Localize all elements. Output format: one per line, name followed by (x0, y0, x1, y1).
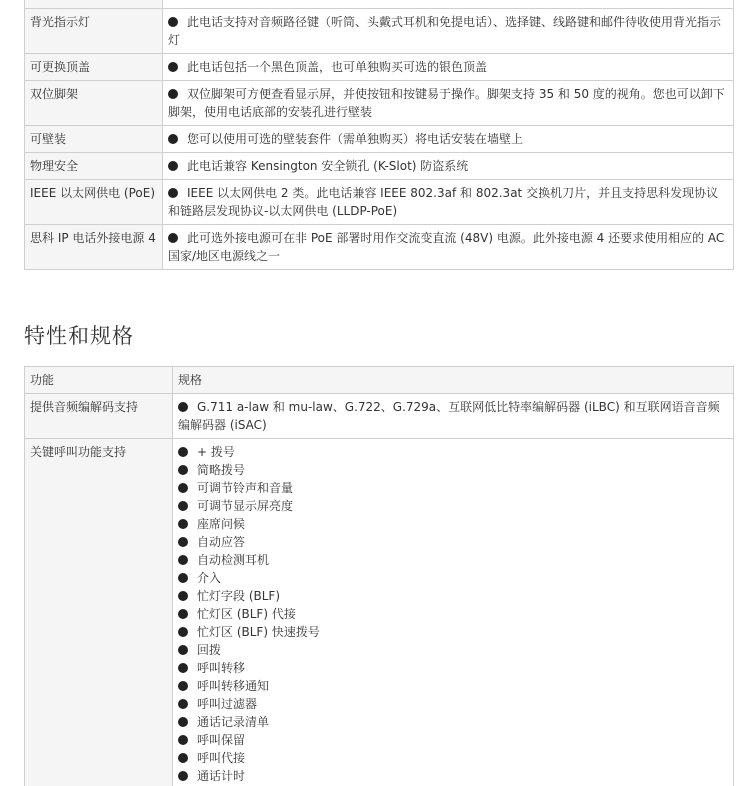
bullet-icon (168, 188, 178, 198)
bullet-icon (178, 699, 188, 709)
list-item-text: 座席问候 (197, 517, 246, 531)
list-item-text: 通话记录清单 (197, 715, 270, 729)
table-row (25, 439, 734, 786)
bullet-icon (178, 663, 188, 673)
list-item (178, 677, 728, 695)
bullet-icon (178, 483, 188, 493)
call-features-list (178, 443, 728, 785)
bullet-icon (168, 62, 178, 72)
bullet-icon (178, 681, 188, 691)
table-row (25, 394, 734, 439)
bullet-icon (178, 753, 188, 763)
table-row (25, 9, 734, 54)
bullet-icon (178, 627, 188, 637)
feature-name-cell: 可壁装 (25, 126, 163, 153)
bullet-icon (178, 573, 188, 583)
feature-desc-cell (163, 9, 734, 54)
list-item (178, 587, 728, 605)
list-item-text: 自动应答 (197, 535, 246, 549)
bullet-icon (178, 537, 188, 547)
list-item-text: 呼叫转移 (197, 661, 246, 675)
table-row (25, 81, 734, 126)
spec-desc-text: G.711 a-law 和 mu-law、G.722、G.729a、互联网低比特率编解码器 (iLBC) 和互联网语音音频编解码器 (iSAC) (178, 400, 720, 432)
header-feature-cell: 功能 (25, 367, 173, 394)
feature-desc-cell (163, 0, 734, 9)
list-item (178, 515, 728, 533)
feature-desc-cell (163, 126, 734, 153)
list-item-text: + 拨号 (197, 445, 235, 459)
spec-name-cell: 关键呼叫功能支持 (25, 439, 173, 786)
feature-desc-cell (163, 225, 734, 270)
table-header-row (25, 367, 734, 394)
feature-name-cell (25, 0, 163, 9)
list-item (178, 731, 728, 749)
header-spec-cell: 规格 (173, 367, 734, 394)
bullet-icon (178, 501, 188, 511)
list-item (178, 623, 728, 641)
list-item (178, 497, 728, 515)
bullet-icon (168, 134, 178, 144)
table-row (25, 54, 734, 81)
list-item-text: 简略拨号 (197, 463, 246, 477)
bullet-icon (168, 233, 178, 243)
spec-desc-cell (173, 439, 734, 786)
bullet-icon (178, 771, 188, 781)
feature-desc-text: 此电话兼容 Kensington 安全锁孔 (K-Slot) 防盗系统 (187, 159, 469, 173)
list-item-text: 呼叫转移通知 (197, 679, 270, 693)
list-item (178, 533, 728, 551)
bullet-icon (178, 465, 188, 475)
table-row (25, 126, 734, 153)
bullet-icon (178, 447, 188, 457)
list-item-text: 忙灯区 (BLF) 快速拨号 (197, 625, 320, 639)
list-item (178, 569, 728, 587)
list-item (178, 641, 728, 659)
list-item-text: 呼叫保留 (197, 733, 246, 747)
list-item-text: 忙灯字段 (BLF) (197, 589, 280, 603)
bullet-icon (178, 402, 188, 412)
list-item-text: 回拨 (197, 643, 222, 657)
feature-desc-text: 此电话包括一个黑色顶盖，也可单独购买可选的银色顶盖 (187, 60, 488, 74)
feature-desc-text: 此可选外接电源可在非 PoE 部署时用作交流变直流 (48V) 电源。此外接电源 4 还要求使用相应的 AC 国家/地区电源线之一 (168, 231, 725, 263)
feature-name-cell: IEEE 以太网供电 (PoE) (25, 180, 163, 225)
feature-desc-text: IEEE 以太网供电 2 类。此电话兼容 IEEE 802.3af 和 802.3at 交换机刀片，并且支持思科发现协议和链路层发现协议-以太网供电 (LLDP-PoE) (168, 186, 719, 218)
list-item (178, 767, 728, 785)
list-item (178, 605, 728, 623)
list-item (178, 659, 728, 677)
list-item-text: 可调节铃声和音量 (197, 481, 294, 495)
specs-table (24, 366, 734, 786)
list-item (178, 551, 728, 569)
feature-desc-cell (163, 54, 734, 81)
feature-desc-text: 您可以使用可选的壁装套件（需单独购买）将电话安装在墙壁上 (187, 132, 524, 146)
bullet-icon (168, 89, 178, 99)
feature-name-cell: 思科 IP 电话外接电源 4 (25, 225, 163, 270)
feature-desc-text: 此电话支持对音频路径键（听筒、头戴式耳机和免提电话）、选择键、线路键和邮件待收使用背光指示灯 (168, 15, 722, 47)
feature-desc-cell (163, 180, 734, 225)
feature-desc-cell (163, 153, 734, 180)
list-item-text: 介入 (197, 571, 222, 585)
feature-desc-text: 双位脚架可方便查看显示屏，并使按钮和按键易于操作。脚架支持 35 和 50 度的视角。您也可以卸下脚架，使用电话底部的安装孔进行壁装 (168, 87, 725, 119)
list-item-text: 通话计时 (197, 769, 246, 783)
list-item (178, 479, 728, 497)
table-row (25, 153, 734, 180)
bullet-icon (168, 17, 178, 27)
list-item-text: 呼叫过滤器 (197, 697, 258, 711)
bullet-icon (178, 555, 188, 565)
feature-name-cell: 物理安全 (25, 153, 163, 180)
list-item (178, 749, 728, 767)
list-item-text: 可调节显示屏亮度 (197, 499, 294, 513)
spec-desc-cell (173, 394, 734, 439)
list-item (178, 695, 728, 713)
feature-desc-cell (163, 81, 734, 126)
list-item (178, 461, 728, 479)
feature-name-cell: 可更换顶盖 (25, 54, 163, 81)
list-item-text: 忙灯区 (BLF) 代接 (197, 607, 296, 621)
bullet-icon (168, 161, 178, 171)
table-row (25, 180, 734, 225)
table-row (25, 0, 734, 9)
section-title: 特性和规格 (24, 324, 134, 348)
list-item (178, 713, 728, 731)
table-row (25, 225, 734, 270)
spec-name-cell: 提供音频编解码支持 (25, 394, 173, 439)
list-item-text: 呼叫代接 (197, 751, 246, 765)
feature-name-cell: 双位脚架 (25, 81, 163, 126)
features-table (24, 0, 734, 270)
bullet-icon (178, 591, 188, 601)
list-item-text: 自动检测耳机 (197, 553, 270, 567)
list-item (178, 443, 728, 461)
bullet-icon (178, 609, 188, 619)
bullet-icon (178, 735, 188, 745)
bullet-icon (178, 645, 188, 655)
bullet-icon (178, 717, 188, 727)
feature-name-cell: 背光指示灯 (25, 9, 163, 54)
bullet-icon (178, 519, 188, 529)
